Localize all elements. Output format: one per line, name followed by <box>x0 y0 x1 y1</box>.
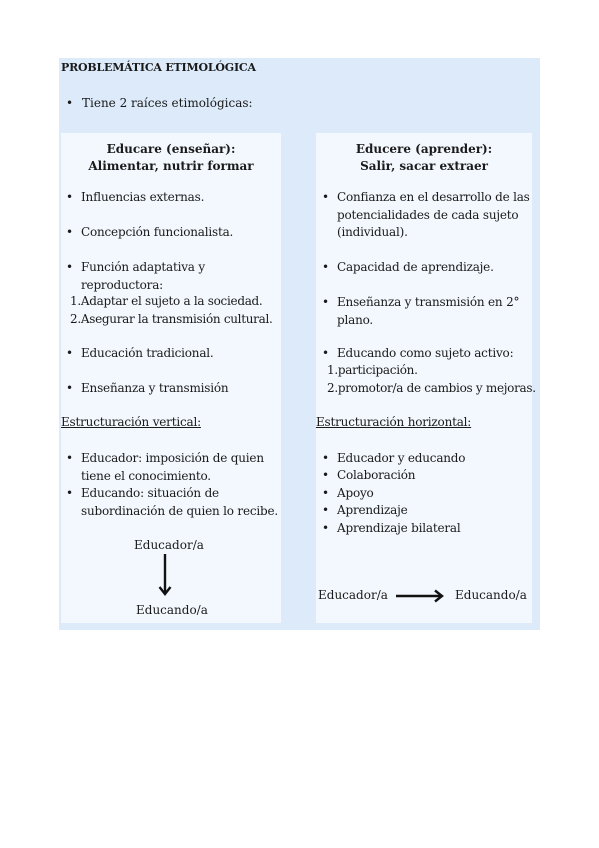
educare-heading-line-1: Educare (enseñar): <box>106 142 236 156</box>
list-item: • Educador y educando <box>322 451 466 465</box>
list-item: • Educación tradicional. <box>66 346 214 360</box>
educare-heading-line-2: Alimentar, nutrir formar <box>88 159 254 173</box>
flow-educando-label: Educando/a <box>455 588 527 602</box>
list-item: • Enseñanza y transmisión <box>66 381 229 395</box>
list-item: • Influencias externas. <box>66 190 205 204</box>
list-item: • Capacidad de aprendizaje. <box>322 260 494 274</box>
horizontal-structure-heading: Estructuración horizontal: <box>316 415 472 429</box>
down-arrow-icon <box>158 553 172 599</box>
numbered-item: 2.Asegurar la transmisión cultural. <box>70 312 273 326</box>
list-item: • Enseñanza y transmisión en 2° plano. <box>322 295 520 327</box>
numbered-item: 2.promotor/a de cambios y mejoras. <box>327 381 536 395</box>
right-arrow-icon <box>395 589 447 603</box>
flow-educador-label: Educador/a <box>134 538 204 552</box>
numbered-item: 1.Adaptar el sujeto a la sociedad. <box>70 294 263 308</box>
list-item: • Educando: situación de subordinación de quien lo recibe. <box>66 486 279 518</box>
list-item: • Concepción funcionalista. <box>66 225 234 239</box>
page-title: PROBLEMÁTICA ETIMOLÓGICA <box>61 61 256 74</box>
educere-heading-line-2: Salir, sacar extraer <box>360 159 488 173</box>
list-item: • Apoyo <box>322 486 374 500</box>
intro-bullet-text: • Tiene 2 raíces etimológicas: <box>66 96 253 110</box>
list-item: • Confianza en el desarrollo de las potencialidades de cada sujeto (individual). <box>322 190 530 239</box>
list-item: • Educando como sujeto activo: <box>322 346 514 360</box>
list-item: • Función adaptativa y reproductora: <box>66 260 205 292</box>
numbered-item: 1.participación. <box>327 363 418 377</box>
intro-bullet <box>66 96 253 110</box>
educare-heading <box>61 141 281 175</box>
list-item: • Colaboración <box>322 468 416 482</box>
vertical-structure-heading: Estructuración vertical: <box>61 415 201 429</box>
list-item: • Aprendizaje <box>322 503 408 517</box>
educere-heading-line-1: Educere (aprender): <box>355 142 493 156</box>
educere-heading <box>316 141 532 175</box>
list-item: • Aprendizaje bilateral <box>322 521 461 535</box>
list-item: • Educador: imposición de quien tiene el conocimiento. <box>66 451 264 483</box>
flow-educador-label: Educador/a <box>318 588 388 602</box>
flow-educando-label: Educando/a <box>136 603 208 617</box>
